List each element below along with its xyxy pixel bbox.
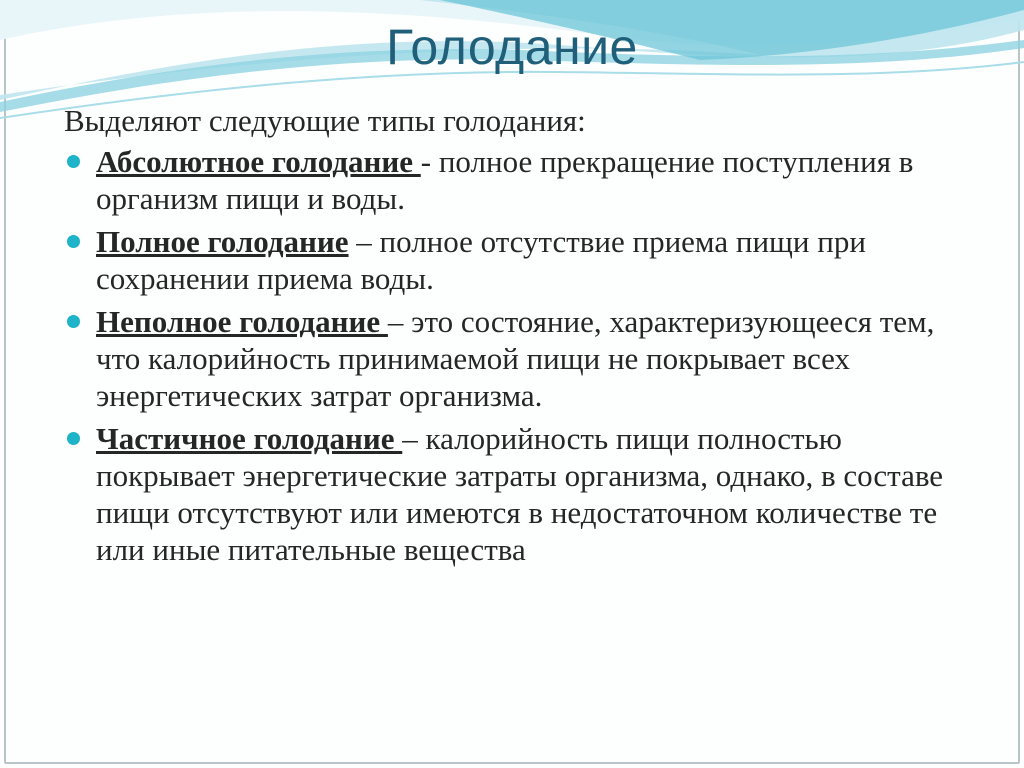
bullet-text: – полное отсутствие приема пищи при сохранении приема воды. [96, 224, 866, 296]
bullet-item [64, 143, 964, 217]
bullet-dot-icon [67, 235, 80, 248]
bullet-text: - полное прекращение поступления в организм пищи и воды. [96, 144, 914, 216]
bullet-item [64, 223, 964, 297]
intro-text: Выделяют следующие типы голодания: [64, 103, 586, 138]
bullet-term: Полное голодание [96, 224, 349, 259]
bullet-term: Неполное голодание [96, 304, 388, 339]
bullet-item [64, 303, 964, 414]
bullet-term: Абсолютное голодание [96, 144, 421, 179]
bullet-dot-icon [67, 315, 80, 328]
bullet-dot-icon [67, 432, 80, 445]
bullet-dot-icon [67, 155, 80, 168]
bullet-item [64, 420, 964, 568]
bullet-list [64, 143, 964, 568]
bullet-text: – это состояние, характеризующееся тем, что калорийность принимаемой пищи не покрывает всех энергетических затрат организма. [96, 304, 935, 413]
bullet-term: Частичное голодание [96, 421, 403, 456]
slide-content [64, 102, 964, 574]
bullet-text: – калорийность пищи полностью покрывает энергетические затраты организма, однако, в составе пищи отсутствуют или имеются в недостаточном количестве те или иные питательные вещества [96, 421, 944, 567]
slide-title: Голодание [386, 19, 638, 75]
